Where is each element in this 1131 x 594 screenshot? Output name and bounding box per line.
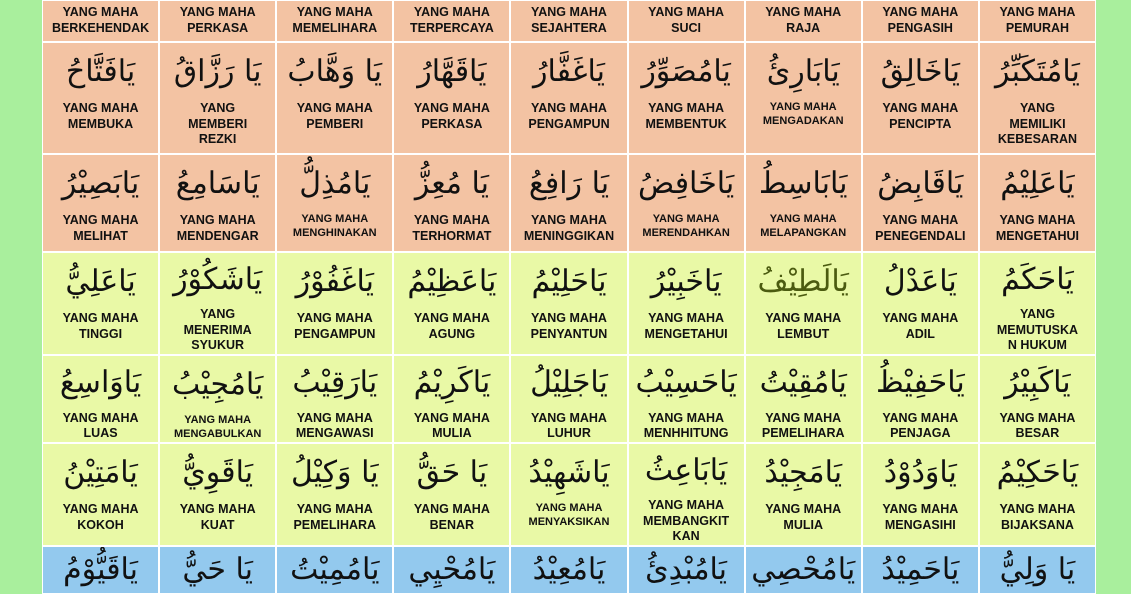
name-meaning: YANG MAHA MENGABULKAN (173, 414, 262, 440)
name-meaning: YANG MAHA PENYANTUN (530, 311, 608, 341)
name-meaning: YANG MAHA MENGHINAKAN (292, 213, 377, 239)
name-meaning: YANG MAHA BERKEHENDAK (51, 5, 150, 35)
name-meaning: YANG MAHA PENEGENDALI (875, 213, 966, 243)
name-cell (42, 154, 159, 252)
name-cell (42, 355, 159, 443)
arabic-name: يَامُحْصِي (751, 552, 856, 587)
arabic-name: يَا حَيُّ (182, 552, 253, 587)
name-meaning: YANG MAHA TERPERCAYA (409, 5, 494, 35)
name-meaning: YANG MAHA MENINGGIKAN (523, 213, 615, 243)
name-cell (628, 252, 745, 355)
name-cell (42, 42, 159, 154)
arabic-name: يَاقَهَّارُ (417, 54, 487, 89)
name-meaning: YANG MAHA KUAT (179, 502, 256, 532)
name-meaning: YANG MAHA SEJAHTERA (531, 5, 607, 35)
name-cell (393, 355, 510, 443)
name-meaning: YANG MAHA PENCIPTA (882, 101, 959, 131)
arabic-name: يَامُبْدِئُ (645, 552, 728, 587)
name-cell (510, 42, 627, 154)
name-meaning: YANG MAHA PERKASA (413, 101, 490, 131)
name-cell (745, 443, 862, 546)
name-cell (510, 252, 627, 355)
arabic-name: يَامُمِيْتُ (290, 552, 380, 587)
name-cell (979, 546, 1096, 594)
name-cell (510, 355, 627, 443)
arabic-name: يَاقَوِيُّ (182, 455, 254, 490)
name-meaning: YANG MAHA MERENDAHKAN (642, 213, 730, 239)
name-cell (862, 154, 979, 252)
arabic-name: يَاعَدْلُ (883, 264, 957, 299)
name-cell (862, 443, 979, 546)
name-cell (42, 252, 159, 355)
name-cell (510, 443, 627, 546)
name-cell (276, 154, 393, 252)
names-row (42, 0, 1096, 42)
arabic-name: يَامُحْيِي (408, 552, 496, 587)
name-cell (979, 154, 1096, 252)
name-meaning: YANG MAHA MEMBANGKIT KAN (643, 498, 730, 544)
name-cell (159, 443, 276, 546)
arabic-name: يَاوَاسِعُ (59, 365, 142, 401)
name-cell (276, 0, 393, 42)
arabic-name: يَاقَابِضُ (877, 166, 964, 201)
name-meaning: YANG MENERIMA SYUKUR (183, 307, 252, 353)
name-meaning: YANG MAHA LUAS (62, 410, 139, 441)
arabic-name: يَاغَفَّارُ (533, 54, 605, 89)
name-cell (862, 252, 979, 355)
arabic-name: يَاحَلِيْمُ (531, 264, 607, 299)
names-row (42, 546, 1096, 594)
arabic-name: يَا رَزَّاقُ (173, 54, 262, 89)
name-cell (628, 546, 745, 594)
arabic-name: يَاعَظِيْمُ (407, 264, 497, 299)
name-meaning: YANG MAHA PENJAGA (882, 410, 959, 441)
name-meaning: YANG MAHA MENHHITUNG (643, 410, 729, 441)
name-meaning: YANG MEMBERI REZKI (188, 101, 248, 147)
arabic-name: يَارَقِيْبُ (292, 365, 378, 401)
name-cell (628, 42, 745, 154)
arabic-name: يَاشَكُوْرُ (173, 262, 263, 298)
name-cell (393, 252, 510, 355)
name-cell (159, 355, 276, 443)
name-meaning: YANG MAHA RAJA (765, 5, 842, 35)
name-cell (745, 154, 862, 252)
name-meaning: YANG MAHA MULIA (413, 410, 490, 441)
name-cell (745, 546, 862, 594)
name-meaning: YANG MAHA MENGETAHUI (644, 311, 728, 341)
arabic-name: يَا وَلِيُّ (999, 552, 1076, 587)
arabic-name: يَاغَفُوْرُ (295, 264, 374, 299)
name-meaning: YANG MAHA LEMBUT (765, 311, 842, 341)
name-cell (628, 154, 745, 252)
name-meaning: YANG MAHA PENGASIH (882, 5, 959, 35)
name-cell (42, 443, 159, 546)
name-meaning: YANG MAHA MENGAWASI (295, 410, 374, 441)
name-meaning: YANG MAHA PEMURAH (999, 5, 1076, 35)
arabic-name: يَاخَبِيْرُ (650, 264, 722, 299)
arabic-name: يَابَارِئُ (766, 54, 840, 89)
name-meaning: YANG MAHA MELAPANGKAN (760, 213, 847, 239)
arabic-name: يَامُصَوِّرُ (641, 54, 731, 89)
name-cell (276, 443, 393, 546)
name-meaning: YANG MAHA LUHUR (531, 410, 607, 441)
arabic-name: يَاوَدُوْدُ (883, 455, 957, 490)
name-meaning: YANG MAHA MULIA (765, 502, 842, 532)
arabic-name: يَا وَهَّابُ (287, 54, 383, 89)
arabic-name: يَا حَقُّ (416, 455, 488, 490)
name-meaning: YANG MAHA MENDENGAR (176, 213, 259, 243)
name-cell (159, 42, 276, 154)
arabic-name: يَا رَافِعُ (528, 166, 610, 201)
name-meaning: YANG MAHA MENGETAHUI (995, 213, 1079, 243)
arabic-name: يَابَاسِطُ (758, 166, 848, 201)
name-cell (510, 154, 627, 252)
name-cell (276, 546, 393, 594)
name-meaning: YANG MAHA PERKASA (179, 5, 256, 35)
name-meaning: YANG MAHA AGUNG (413, 311, 490, 341)
arabic-name: يَامُجِيْبُ (171, 367, 264, 402)
name-meaning: YANG MAHA PEMBERI (296, 101, 373, 131)
name-meaning: YANG MAHA TINGGI (62, 311, 139, 341)
name-meaning: YANG MAHA MENYAKSIKAN (528, 502, 610, 528)
name-cell (862, 546, 979, 594)
arabic-name: يَاكَبِيْرُ (1004, 365, 1071, 401)
name-cell (42, 0, 159, 42)
arabic-name: يَامُذِلُّ (299, 166, 371, 201)
name-cell (862, 0, 979, 42)
names-row (42, 252, 1096, 355)
name-meaning: YANG MEMUTUSKA N HUKUM (996, 307, 1079, 353)
arabic-name: يَاحَكَمُ (1001, 262, 1074, 298)
name-meaning: YANG MAHA BENAR (413, 502, 490, 532)
arabic-name: يَامَتِيْنُ (63, 455, 138, 490)
name-meaning: YANG MAHA MELIHAT (62, 213, 139, 243)
name-cell (159, 546, 276, 594)
names-row (42, 355, 1096, 443)
name-meaning: YANG MAHA MEMBENTUK (645, 101, 727, 131)
name-cell (979, 355, 1096, 443)
name-meaning: YANG MAHA SUCI (648, 5, 725, 35)
arabic-name: يَاخَالِقُ (880, 54, 960, 89)
name-meaning: YANG MEMILIKI KEBESARAN (997, 101, 1078, 147)
name-cell (276, 355, 393, 443)
arabic-name: يَاخَافِضُ (637, 166, 735, 201)
arabic-name: يَاكَرِيْمُ (413, 365, 491, 401)
name-cell (159, 252, 276, 355)
arabic-name: يَالَطِيْفُ (757, 264, 849, 299)
name-cell (42, 546, 159, 594)
arabic-name: يَاشَهِيْدُ (528, 455, 610, 490)
name-cell (745, 252, 862, 355)
arabic-name: يَامُعِيْدُ (532, 552, 606, 587)
name-cell (393, 42, 510, 154)
name-cell (393, 546, 510, 594)
names-row (42, 42, 1096, 154)
arabic-name: يَامُتَكَبِّرُ (995, 54, 1080, 89)
name-cell (159, 154, 276, 252)
name-cell (510, 546, 627, 594)
name-cell (979, 252, 1096, 355)
name-cell (862, 355, 979, 443)
name-meaning: YANG MAHA MENGADAKAN (762, 101, 844, 127)
names-row (42, 443, 1096, 546)
name-meaning: YANG MAHA PEMELIHARA (293, 502, 377, 532)
name-meaning: YANG MAHA TERHORMAT (412, 213, 492, 243)
names-row (42, 154, 1096, 252)
name-cell (862, 42, 979, 154)
name-cell (745, 42, 862, 154)
name-cell (393, 0, 510, 42)
name-cell (393, 154, 510, 252)
arabic-name: يَاسَامِعُ (175, 166, 260, 201)
name-cell (979, 42, 1096, 154)
name-cell (276, 42, 393, 154)
arabic-name: يَامُقِيْتُ (759, 365, 847, 401)
name-cell (510, 0, 627, 42)
name-cell (628, 443, 745, 546)
arabic-name: يَاجَلِيْلُ (530, 365, 608, 401)
name-meaning: YANG MAHA MENGASIHI (882, 502, 959, 532)
arabic-name: يَاقَيُّوْمُ (63, 552, 139, 587)
name-cell (393, 443, 510, 546)
name-cell (979, 443, 1096, 546)
arabic-name: يَامَجِيْدُ (764, 455, 843, 490)
name-meaning: YANG MAHA BESAR (999, 410, 1076, 441)
name-cell (628, 0, 745, 42)
arabic-name: يَا مُعِزُّ (414, 166, 489, 201)
arabic-name: يَاحَفِيْظُ (875, 365, 965, 401)
arabic-name: يَاحَكِيْمُ (996, 455, 1079, 490)
name-meaning: YANG MAHA MEMELIHARA (292, 5, 378, 35)
arabic-name: يَاحَسِيْبُ (635, 365, 737, 401)
name-cell (745, 355, 862, 443)
name-meaning: YANG MAHA PENGAMPUN (294, 311, 376, 341)
name-cell (979, 0, 1096, 42)
name-meaning: YANG MAHA ADIL (882, 311, 959, 341)
arabic-name: يَاعَلِيُّ (65, 264, 136, 299)
name-cell (628, 355, 745, 443)
name-meaning: YANG MAHA BIJAKSANA (999, 502, 1076, 532)
arabic-name: يَافَتَّاحُ (65, 54, 136, 89)
arabic-name: يَا وَكِيْلُ (290, 455, 379, 490)
name-cell (745, 0, 862, 42)
name-meaning: YANG MAHA MEMBUKA (62, 101, 139, 131)
name-meaning: YANG MAHA PENGAMPUN (528, 101, 610, 131)
arabic-name: يَاحَمِيْدُ (881, 552, 960, 587)
arabic-name: يَابَصِيْرُ (61, 166, 140, 201)
arabic-name: يَابَاعِثُ (644, 453, 728, 489)
name-cell (276, 252, 393, 355)
name-meaning: YANG MAHA PEMELIHARA (761, 410, 845, 441)
arabic-name: يَاعَلِيْمُ (1000, 166, 1075, 201)
name-meaning: YANG MAHA KOKOH (62, 502, 139, 532)
name-cell (159, 0, 276, 42)
